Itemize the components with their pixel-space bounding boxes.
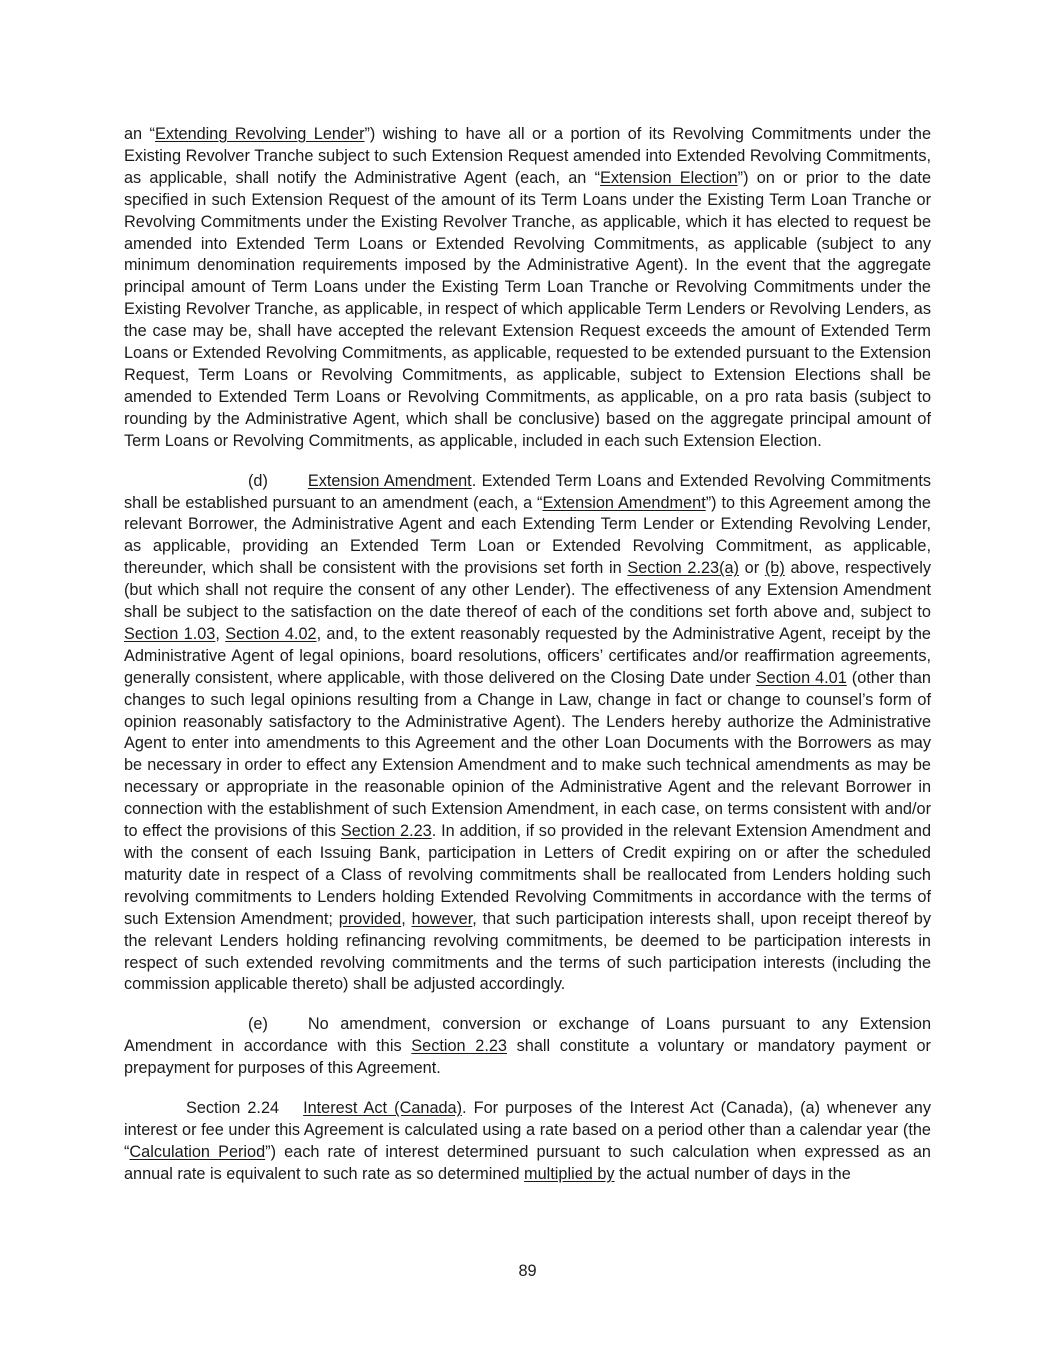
term-provided: provided bbox=[338, 909, 402, 928]
clause-label-d: (d) bbox=[248, 471, 268, 490]
defined-term-extension-election: Extension Election bbox=[600, 168, 738, 187]
cross-ref-section-2-23-e: Section 2.23 bbox=[411, 1037, 507, 1056]
cross-ref-section-2-23: Section 2.23 bbox=[340, 822, 432, 841]
section-label-2-24: Section 2.24 bbox=[186, 1099, 280, 1118]
defined-term-extension-amendment: Extension Amendment bbox=[542, 493, 706, 512]
paragraph-no-amendment: (e) No amendment, conversion or exchange of Loans pursuant to any Extension Amendment in accordance with this Section 2.23 shall constitute a voluntary or mandatory payment or prepayment for purposes of this Agreement. bbox=[124, 1015, 931, 1078]
cross-ref-section-2-23a: Section 2.23(a) bbox=[627, 559, 739, 578]
heading-extension-amendment: Extension Amendment bbox=[307, 471, 472, 490]
cross-ref-section-1-03: Section 1.03 bbox=[124, 624, 216, 643]
heading-interest-act: Interest Act (Canada) bbox=[303, 1099, 463, 1118]
cross-ref-b: (b) bbox=[764, 559, 785, 578]
paragraph-interest-act: Section 2.24 Interest Act (Canada). For purposes of the Interest Act (Canada), (a) whenever any interest or fee under this Agreement is calculated using a rate based on a period other than a calendar year (the “Calculation Period”) each rate of interest determined pursuant to such calculation when expressed as an annual rate is equivalent to such rate as so determined multiplied by the actual number of days in the bbox=[124, 1099, 931, 1183]
term-multiplied-by: multiplied by bbox=[524, 1164, 615, 1183]
paragraph-extension-amendment: (d) Extension Amendment. Extended Term Loans and Extended Revolving Commitments shall be established pursuant to an amendment (each, a “Extension Amendment”) to this Agreement among the relevant Borrower, the Administrative Agent and each Extending Term Lender or Extending Revolving Lender, as applicable, providing an Extended Term Loan or Extended Revolving Commitment, as applicable, thereunder, which shall be consistent with the provisions set forth in Section 2.23(a) or (b) above, respectively (but which shall not require the consent of any other Lender). The effectiveness of any Extension Amendment shall be subject to the satisfaction on the date thereof of each of the conditions set forth above and, subject to Section 1.03, Section 4.02, and, to the extent reasonably requested by the Administrative Agent, receipt by the Administrative Agent of legal opinions, board resolutions, officers’ certificates and/or reaffirmation agreements, generally consistent, where applicable, with those delivered on the Closing Date under Section 4.01 (other than changes to such legal opinions resulting from a Change in Law, change in fact or change to counsel’s form of opinion reasonably satisfactory to the Administrative Agent). The Lenders hereby authorize the Administrative Agent to enter into amendments to this Agreement and the other Loan Documents with the Borrowers as may be necessary in order to effect any Extension Amendment and to make such technical amendments as may be necessary or appropriate in the reasonable opinion of the Administrative Agent and the relevant Borrower in connection with the establishment of such Extension Amendment, in each case, on terms consistent with and/or to effect the provisions of this Section 2.23. In addition, if so provided in the relevant Extension Amendment and with the consent of each Issuing Bank, participation in Letters of Credit expiring on or after the scheduled maturity date in respect of a Class of revolving commitments shall be reallocated from Lenders holding such revolving commitments to Lenders holding Extended Revolving Commitments in accordance with the terms of such Extension Amendment; provided, however, that such participation interests shall, upon receipt thereof by the relevant Lenders holding refinancing revolving commitments, be deemed to be participation interests in respect of such extended revolving commitments and the terms of such participation interests (including the commission applicable thereto) shall be adjusted accordingly. bbox=[124, 471, 931, 994]
paragraph-extension-election: an “Extending Revolving Lender”) wishing to have all or a portion of its Revolving Commitments under the Existing Revolver Tranche subject to such Extension Request amended into Extended Revolving Commitments, as applicable, shall notify the Administrative Agent (each, an “Extension Election”) on or prior to the date specified in such Extension Request of the amount of its Term Loans under the Existing Term Loan Tranche or Revolving Commitments under the Existing Revolver Tranche, as applicable, which it has elected to request be amended into Extended Term Loans or Extended Revolving Commitments, as applicable (subject to any minimum denomination requirements imposed by the Administrative Agent). In the event that the aggregate principal amount of Term Loans under the Existing Term Loan Tranche or Revolving Commitments under the Existing Revolver Tranche, as applicable, in respect of which applicable Term Lenders or Revolving Lenders, as the case may be, shall have accepted the relevant Extension Request exceeds the amount of Extended Term Loans or Extended Revolving Commitments, as applicable, requested to be extended pursuant to the Extension Request, Term Loans or Revolving Commitments, as applicable, subject to Extension Elections shall be amended to Extended Term Loans or Revolving Commitments, as applicable, on a pro rata basis (subject to rounding by the Administrative Agent, which shall be conclusive) based on the aggregate principal amount of Term Loans or Revolving Commitments, as applicable, included in each such Extension Election. bbox=[124, 125, 932, 450]
term-however: however bbox=[411, 909, 473, 928]
document-page bbox=[124, 124, 931, 1186]
page-number: 89 bbox=[518, 1262, 537, 1280]
defined-term-calculation-period: Calculation Period bbox=[129, 1142, 266, 1161]
clause-label-e: (e) bbox=[248, 1015, 268, 1034]
cross-ref-section-4-01: Section 4.01 bbox=[755, 668, 847, 687]
cross-ref-section-4-02: Section 4.02 bbox=[225, 624, 317, 643]
defined-term-extending-revolving-lender: Extending Revolving Lender bbox=[154, 125, 365, 143]
